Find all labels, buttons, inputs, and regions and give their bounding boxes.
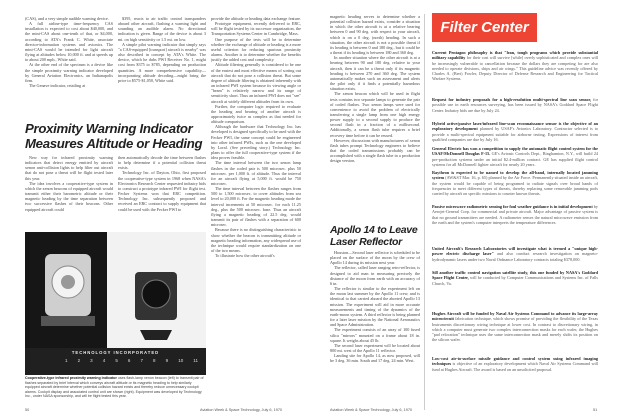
item-lead: General Electric has won a competition to supply the automatic flight control system for the USAF/McDonnell Douglas F-15.	[432, 146, 598, 157]
filter-center-item	[432, 146, 598, 167]
ruler-mark: 7	[140, 358, 143, 363]
paragraph: then automatically decode the time between flashes to help determine if a potential collision threat exists.	[118, 155, 206, 171]
apollo-headline: Apollo 14 to Leave Laser Reflector	[330, 224, 418, 248]
paragraph: A simple pilot warning indicator that simply says "a CAS-equipped [transport] aircraft is nearby" was also described in concept by ATA's White. The device, which he dubs PWI Receiver No. 1, might cost from $375 to $785, depending on production quantities. A more comprehensive capability—incorporating altitude decoding—might bring the price to $575-$1,050, White said.	[118, 41, 206, 83]
paragraph: The reflector is similar to the experiment left on the moon last summer by the Apollo 11 crew, and is identical to that carried aboard the aborted Apollo 13 mission. The experiment will aid in more accurate measurements and timing of the dynamics of the earth-moon system. A third reflector is being planned for a later laser mission by the National Aeronautics and Space Administration.	[330, 286, 420, 328]
item-lead: Hybrid active/passive laser/infrared line-scan reconnaissance sensor is the objective of an exploratory development	[432, 121, 598, 132]
ruler-mark: 3	[90, 358, 93, 363]
ruler-mark: 6	[127, 358, 131, 363]
left-col1-top	[25, 16, 113, 88]
paragraph: Altitude filtering generally is considered to be one of the easiest and most effective means of sorting out aircraft that do not pose a collision threat. But some degree of altitude filtering is obtained inherently with an infrared PWI system because its viewing angle or "beam" is relatively narrow and its range of sensitivity short. Thus an infrared PWI does not "see" aircraft at widely different altitudes from its own.	[211, 62, 301, 104]
paragraph: At the other end of the spectrum is a device like the simple proximity warning indicator developed by General Aviation Electronics, an Indianapolis firm.	[25, 62, 113, 83]
ruler-mark: 2	[77, 358, 81, 363]
paragraph: The idea involves a cooperative-type system in which the xenon beacons of equipped aircraft would transmit either their barometric altitude or their magnetic heading by the time separation between two successive flashes of their beacons. Other equipped aircraft could	[25, 180, 113, 212]
product-photo	[25, 232, 206, 375]
ruler-mark: 4	[102, 358, 106, 363]
right-col1-b	[330, 250, 420, 400]
item-text: by Aerojet-General Corp. for commercial and private aircraft. Major advantage of passive system is that no ground transmitters are needed. A radiometer senses the natural microwave emission from the earth and the system's computer interprets the temperature differences.	[432, 204, 598, 225]
ruler-mark: 1	[65, 358, 68, 363]
paragraph: However, discussions with manufacturers of xenon flash tubes prompt Technology engineers to believe that the coded transmissions probably can be accomplished with a single flash tube in a production design version.	[330, 137, 420, 164]
ruler-mark: 8	[153, 358, 156, 363]
item-lead: Sill another traffic control navigation satellite study, this one funded by NASA's Goddard Space Flight Center,	[432, 270, 598, 281]
column-rule	[424, 14, 425, 410]
paragraph: The xenon beacon which will be used in flight tests contains two separate lamps to generate the pair of coded flashes. Two xenon lamps were used for convenience to avoid the problem of electrically transferring a single lamp from one high energy power supply to a second supply to produce the second flash in a fraction of a millisecond. Additionally, a xenon flash tube requires a brief recovery time before it can be reused.	[330, 91, 420, 138]
paragraph: Landing site for Apollo 14, as now proposed, will be 3 deg. 36 min. South and 17 deg. 24 min. West.	[330, 353, 420, 364]
ruler-mark: 10	[178, 358, 184, 363]
ruler-mark: 5	[115, 358, 118, 363]
paragraph: A full airline-type time-frequency CAS installation is expected to cost about $40,000, and the mini-CAS about one-tenth of that, or $4,000, according to ATA's Frank C. White, associate director-information systems and avionics. The mini-CAS would be intended for light aircraft flying at altitudes below 10,000 ft. and at speeds up to about 200 mph., White said.	[25, 21, 113, 63]
story-headline: Proximity Warning Indicator Measures Altitude or Heading	[25, 121, 203, 151]
filter-center-item	[432, 50, 598, 82]
item-text: GE's Avionic Controls Dept., Binghamton, N.Y., will build 24 pre-production systems under an initial $2.4-million contract. GE has supplied flight control systems for all McDonnell fighter aircraft for nearly 20 years.	[432, 151, 599, 167]
paragraph: The time interval between the two xenon lamp flashes in the coded pair is 500 microsec. plus 50 microsec. per 1,000 ft. of altitude. Thus the interval for an aircraft flying at 5,000 ft. would be 750 microsec.	[211, 160, 301, 186]
item-text: for their cost will survive [while] overly sophisticated and complex ones will be increasingly vulnerable to cancellation because the dollars they are competing for are also needed to operate divisions, ships and air wings." This guideline advice was recently offered by Charles A. (Bert) Fowler, Deputy Director of Defense Research and Engineering for Tactical Warfare Systems.	[432, 55, 599, 82]
paragraph: magnetic heading serves to determine whether a potential collision hazard exists, consider a situation in which the other aircraft is at a relative bearing between 0 and 90 deg. with respect to your aircraft, which is on a 0 deg. (north) heading. In such a situation, the other aircraft is not a possible threat if its heading is between 0 and 180 deg., but it could be a threat if its heading is between 180 and 360 deg.	[330, 14, 420, 56]
paragraph: The experiment consists of an array of 100 fused silica "mirrors" mounted on a frame about 18 in. square. It weighs about 45 lb.	[330, 327, 420, 343]
paragraph: provide the altitude or heading data exchange feature.	[211, 16, 301, 21]
paragraph: Although the hardware that Technology Inc. has developed is designed specifically to be used with the Fecker PWI, the same concept could be engineered into other infrared PWIs, such as the one developed by Loral. (See preceding story.) Technology Inc. plans to offer the full cooperative-type system if the idea proves feasible.	[211, 124, 301, 161]
ruler-mark: 9	[165, 358, 169, 363]
paragraph: (CAS), and a very simple audible warning device.	[25, 16, 109, 21]
paragraph: Because there is no distinguishing characteristic to show whether the beacon is transmitting altitude or magnetic heading information, any widespread use of the technique would require standardization on one of the two means.	[211, 227, 301, 254]
item-lead: Raytheon is expected to be named to develop the all-band, internally located jamming system	[432, 170, 598, 181]
paragraph: The time interval between the flashes ranges from 500 to 1,500 microsec. to cover altitudes from sea level to 20,000 ft. For the magnetic heading mode the interval increments at 50 microsec. for each 11.25 deg., plus the 500 microsec. base. Thus an aircraft flying a magnetic heading of 22.5 deg. would transmit its pair of flashes with a separation of 600 microsec.	[211, 186, 301, 228]
filter-center-item	[432, 170, 598, 196]
paragraph: Houston—Second laser reflector is scheduled to be placed on the surface of the moon by the crew of Apollo 14 during its mission next year.	[330, 250, 420, 266]
right-col1	[330, 14, 420, 164]
photo-label: TECHNOLOGY INCORPORATED	[71, 350, 160, 355]
caption-lead: Cooperative-type infrared proximity warning indicator	[25, 376, 117, 380]
paragraph: $395, reacts to air traffic control transponders aboard other aircraft, flashing a warning light and sounding an audible alarm. No directional indication is given. Range of the device is about 3 mi. on high sensitivity or 1.5 mi. on low.	[118, 16, 206, 42]
item-text: fabrication technique, which shows promise of providing the flexibility of the Texas Instruments discretionary wiring technique at lower cost. In contrast to discretionary wiring, in which a computer must generate two complex interconnection masks for each wafer, the Hughes "pad relocation" technique uses the same interconnection mask and merely shifts its position on the silicon wafer.	[432, 316, 598, 343]
filter-center-item	[432, 311, 598, 343]
item-text: for possible use in earth resources surveying, has been issued by NASA's Goddard Space Flight Center. Industry bids are due by July 24.	[432, 97, 598, 113]
page-number-left: 50	[25, 408, 30, 412]
item-text: and also conduct research investigation on magneto-hydrodynamic lasers under two Naval Ordnance Laboratory contracts totaling $378,000.	[432, 251, 598, 262]
left-col1-story	[25, 155, 113, 212]
item-lead: Hughes Aircraft will be funded by Naval Air Systems Command to advance its large-array microcircuit	[432, 311, 598, 322]
left-col2-top	[118, 16, 206, 83]
filter-center-item	[432, 356, 598, 372]
paragraph: The second laser experiment will be located about 800 mi. west of the Apollo 11 reflector.	[330, 342, 420, 353]
paragraph: The reflector, called laser ranging retro-reflector, is designed to aid man in measuring precisely the distance of the moon from earth with an accuracy of 6 in.	[330, 265, 420, 286]
left-col3	[211, 16, 301, 406]
paragraph: To illustrate how the other aircraft's	[215, 253, 275, 259]
filter-center-item	[432, 246, 598, 262]
item-text: will be conducted by Computer Communications and Systems Inc. of Falls Church, Va.	[432, 275, 599, 286]
paragraph: Technology Inc. of Dayton, Ohio, first proposed the cooperative-type system in 1968 when NASA's Electronics Research Center requested industry bids to construct a prototype infrared PWI for flight test. Fecker Systems won that ERC competition. Technology Inc. subsequently proposed and received an ERC contract to supply equipment that could be used with the Fecker PWI to	[118, 170, 206, 212]
filter-center-item	[432, 121, 598, 142]
photo-caption	[25, 376, 206, 399]
item-lead: Request for industry proposals for a high-resolution multi-spectral line scan sensor,	[432, 97, 592, 102]
item-lead: Low-cost air-to-surface missile guidance and control system using infrared imaging techniques	[432, 356, 598, 367]
paragraph: In another situation where the other aircraft is at a bearing between 90 and 180 deg. relative to your aircraft, then it can be a threat only if its magnetic heading is between 270 and 360 deg. The system automatically makes such an assessment and alerts the pilot only if it finds a potentially hazardous situation exists.	[330, 55, 420, 92]
filter-center-item	[432, 97, 598, 113]
paragraph: One purpose of the tests will be to determine whether the exchange of altitude or heading is a more useful criterion for reducing spurious proximity alarms. Another is to determine whether the benefits justify the added cost and complexity.	[211, 36, 301, 63]
item-text: is objective of an exploratory development which Naval Air Systems Command will fund at Hughes Aircraft. The award is based on an unsolicited proposal.	[432, 361, 598, 372]
left-col2-story	[118, 155, 206, 212]
item-text: planned by USAF's Avionics Laboratory. Contractor selected is to provide a multi-spectral equipment suitable for airborne testing. Expressions of interest from qualified companies are due by July 16.	[432, 126, 598, 142]
folio-left: Aviation Week & Space Technology, July 6, 1970	[200, 408, 283, 412]
page-number-right: 51	[593, 408, 598, 412]
paragraph: Further, the computer logic required to evaluate the heading and bearing of another aircraft is approximately twice as complex as that needed for altitude comparison.	[211, 103, 301, 125]
item-lead: Current Pentagon philosophy is that "lean, tough programs which provide substantial military capability	[432, 50, 598, 61]
paragraph: Prototype equipment, recently delivered to ERC, will be flight tested by its successor organization, the Transportation Systems Center in Cambridge, Mass.	[211, 21, 301, 37]
item-lead: Passive microwave radiometric sensing for foul weather guidance is in initial development	[432, 204, 593, 209]
caption-text: uses flash-lamp xenon beacon (left) to transmit pair of flashes separated by brief interval which conveys aircraft altitude or its magnetic heading to help similarly equipped aircraft determine whether potential collision hazard exists and thereby reduce unnecessary cockpit alarms. Cockpit display and associated control unit are shown (right). Equipment was developed by Technology Inc., under NASA sponsorship, and will be flight tested this year.	[25, 376, 204, 399]
folio-right: Aviation Week & Space Technology, July 6, 1970	[330, 408, 413, 412]
filter-center-item	[432, 204, 598, 225]
paragraph: New way for infrared proximity warning indicators that detect energy emitted by aircraft xenon anti-collision lights to help filter out aircraft that do not pose a threat will be flight tested later this year.	[25, 155, 113, 181]
paragraph: The Genave indicator, retailing at	[29, 83, 86, 89]
filter-center-banner: Filter Center	[432, 13, 537, 42]
item-text: (AW&ST Mar. 16, p. 65) planned by the Air Force. Permanently situated inside an aircraft, the system would be capable of being programed to radiate signals over broad bands of frequencies to meet different types of threats, thereby replacing some removable jamming pods carried by aircraft on specific missions to counter known threats.	[432, 175, 598, 197]
ruler-mark: 11	[193, 358, 198, 363]
item-lead: United Aircraft's Research Laboratories will investigate what is termed a "unique high-power electric discharge laser"	[432, 246, 598, 257]
filter-center-item	[432, 270, 598, 286]
photo-ruler	[65, 358, 198, 363]
